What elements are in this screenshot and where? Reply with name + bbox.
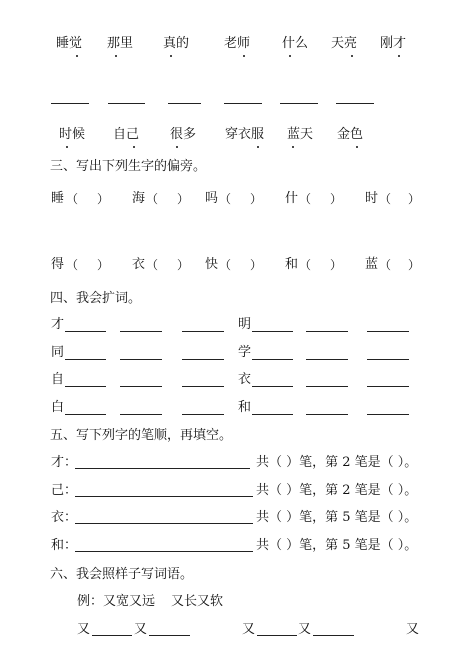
paren-close[interactable]: ） — [408, 258, 421, 272]
stroke-question: 共（ ）笔，第 2 笔是（ ）。 — [256, 483, 418, 498]
answer-blank[interactable] — [120, 331, 162, 332]
emphasis-dot — [351, 55, 353, 57]
word-lantian: 蓝天 — [287, 127, 314, 142]
paren-open: （ — [146, 192, 159, 206]
answer-blank[interactable] — [51, 103, 89, 104]
answer-blank[interactable] — [306, 386, 348, 387]
paren-close[interactable]: ） — [250, 192, 263, 206]
answer-blank[interactable] — [252, 414, 293, 415]
expand-char: 才 — [51, 317, 65, 332]
answer-blank[interactable] — [367, 386, 409, 387]
paren-close[interactable]: ） — [330, 258, 343, 272]
stroke-order-blank[interactable] — [75, 551, 253, 552]
stroke-order-blank[interactable] — [75, 468, 250, 469]
expand-char: 学 — [238, 345, 252, 360]
answer-blank[interactable] — [224, 103, 262, 104]
answer-blank[interactable] — [149, 635, 190, 636]
paren-close[interactable]: ） — [97, 258, 110, 272]
stroke-char: 衣： — [51, 510, 78, 525]
word-chuanyifu: 穿衣服 — [225, 127, 265, 142]
emphasis-dot — [292, 146, 294, 148]
paren-open: （ — [66, 192, 79, 206]
radical-char: 吗 — [205, 191, 219, 206]
radical-char: 得 — [51, 257, 65, 272]
stroke-char: 己： — [51, 483, 78, 498]
emphasis-dot — [115, 55, 117, 57]
paren-open: （ — [379, 258, 392, 272]
paren-close[interactable]: ） — [250, 258, 263, 272]
stroke-order-blank[interactable] — [75, 496, 253, 497]
pattern-char: 又 — [242, 622, 256, 637]
stroke-char: 和： — [51, 538, 78, 553]
emphasis-dot — [398, 55, 400, 57]
answer-blank[interactable] — [182, 331, 224, 332]
answer-blank[interactable] — [252, 359, 293, 360]
stroke-char: 才： — [51, 455, 78, 470]
emphasis-dot — [257, 146, 259, 148]
emphasis-dot — [176, 146, 178, 148]
emphasis-dot — [76, 55, 78, 57]
radical-char: 海 — [132, 191, 146, 206]
paren-open: （ — [66, 258, 79, 272]
answer-blank[interactable] — [120, 386, 162, 387]
radical-char: 衣 — [132, 257, 146, 272]
word-shuijiao: 睡觉 — [56, 36, 83, 51]
pattern-char: 又 — [406, 622, 420, 637]
word-laoshi: 老师 — [224, 36, 251, 51]
paren-open: （ — [299, 192, 312, 206]
answer-blank[interactable] — [108, 103, 145, 104]
radical-char: 睡 — [51, 191, 65, 206]
answer-blank[interactable] — [306, 359, 348, 360]
word-jinse: 金色 — [337, 127, 364, 142]
answer-blank[interactable] — [65, 331, 106, 332]
answer-blank[interactable] — [313, 635, 354, 636]
emphasis-dot — [289, 55, 291, 57]
stroke-question: 共（ ）笔，第 5 笔是（ ）。 — [256, 510, 418, 525]
section-4-title: 四、我会扩词。 — [50, 291, 142, 306]
paren-close[interactable]: ） — [97, 192, 110, 206]
answer-blank[interactable] — [182, 359, 224, 360]
example-word-2: 又长又软 — [171, 594, 224, 609]
word-gangcai: 刚才 — [380, 36, 407, 51]
expand-char: 明 — [238, 317, 252, 332]
word-tianliang: 天亮 — [331, 36, 358, 51]
answer-blank[interactable] — [306, 414, 348, 415]
radical-char: 蓝 — [365, 257, 379, 272]
answer-blank[interactable] — [168, 103, 201, 104]
expand-char: 自 — [51, 372, 65, 387]
answer-blank[interactable] — [182, 386, 224, 387]
section-3-title: 三、写出下列生字的偏旁。 — [50, 159, 207, 174]
answer-blank[interactable] — [65, 414, 106, 415]
answer-blank[interactable] — [367, 359, 409, 360]
answer-blank[interactable] — [65, 386, 106, 387]
paren-open: （ — [379, 192, 392, 206]
answer-blank[interactable] — [306, 331, 348, 332]
word-henduo: 很多 — [170, 127, 197, 142]
word-zhende: 真的 — [163, 36, 190, 51]
radical-char: 和 — [285, 257, 299, 272]
pattern-char: 又 — [298, 622, 312, 637]
expand-char: 同 — [51, 345, 65, 360]
paren-open: （ — [146, 258, 159, 272]
word-shihou: 时候 — [59, 127, 86, 142]
paren-close[interactable]: ） — [177, 258, 190, 272]
example-word-1: 例：又宽又远 — [77, 594, 156, 609]
emphasis-dot — [170, 55, 172, 57]
word-ziji: 自己 — [113, 127, 140, 142]
paren-close[interactable]: ） — [408, 192, 421, 206]
radical-char: 时 — [365, 191, 379, 206]
paren-open: （ — [219, 258, 232, 272]
answer-blank[interactable] — [252, 331, 293, 332]
paren-close[interactable]: ） — [330, 192, 343, 206]
answer-blank[interactable] — [65, 359, 106, 360]
section-6-title: 六、我会照样子写词语。 — [50, 567, 194, 582]
expand-char: 白 — [51, 400, 65, 415]
answer-blank[interactable] — [280, 103, 318, 104]
paren-open: （ — [219, 192, 232, 206]
answer-blank[interactable] — [336, 103, 374, 104]
paren-open: （ — [299, 258, 312, 272]
word-shenme: 什么 — [282, 36, 309, 51]
paren-close[interactable]: ） — [177, 192, 190, 206]
emphasis-dot — [356, 146, 358, 148]
emphasis-dot — [243, 55, 245, 57]
stroke-order-blank[interactable] — [75, 523, 253, 524]
answer-blank[interactable] — [120, 414, 162, 415]
answer-blank[interactable] — [120, 359, 162, 360]
expand-char: 和 — [238, 400, 252, 415]
answer-blank[interactable] — [367, 414, 409, 415]
answer-blank[interactable] — [367, 331, 409, 332]
radical-char: 什 — [285, 191, 299, 206]
answer-blank[interactable] — [92, 635, 132, 636]
stroke-question: 共（ ）笔，第 2 笔是（ ）。 — [256, 455, 418, 470]
radical-char: 快 — [205, 257, 219, 272]
emphasis-dot — [133, 146, 135, 148]
expand-char: 衣 — [238, 372, 252, 387]
word-nali: 那里 — [107, 36, 134, 51]
answer-blank[interactable] — [257, 635, 297, 636]
pattern-char: 又 — [134, 622, 148, 637]
section-5-title: 五、写下列字的笔顺，再填空。 — [50, 428, 233, 443]
emphasis-dot — [66, 146, 68, 148]
stroke-question: 共（ ）笔，第 5 笔是（ ）。 — [256, 538, 418, 553]
answer-blank[interactable] — [182, 414, 224, 415]
pattern-char: 又 — [77, 622, 91, 637]
answer-blank[interactable] — [252, 386, 293, 387]
